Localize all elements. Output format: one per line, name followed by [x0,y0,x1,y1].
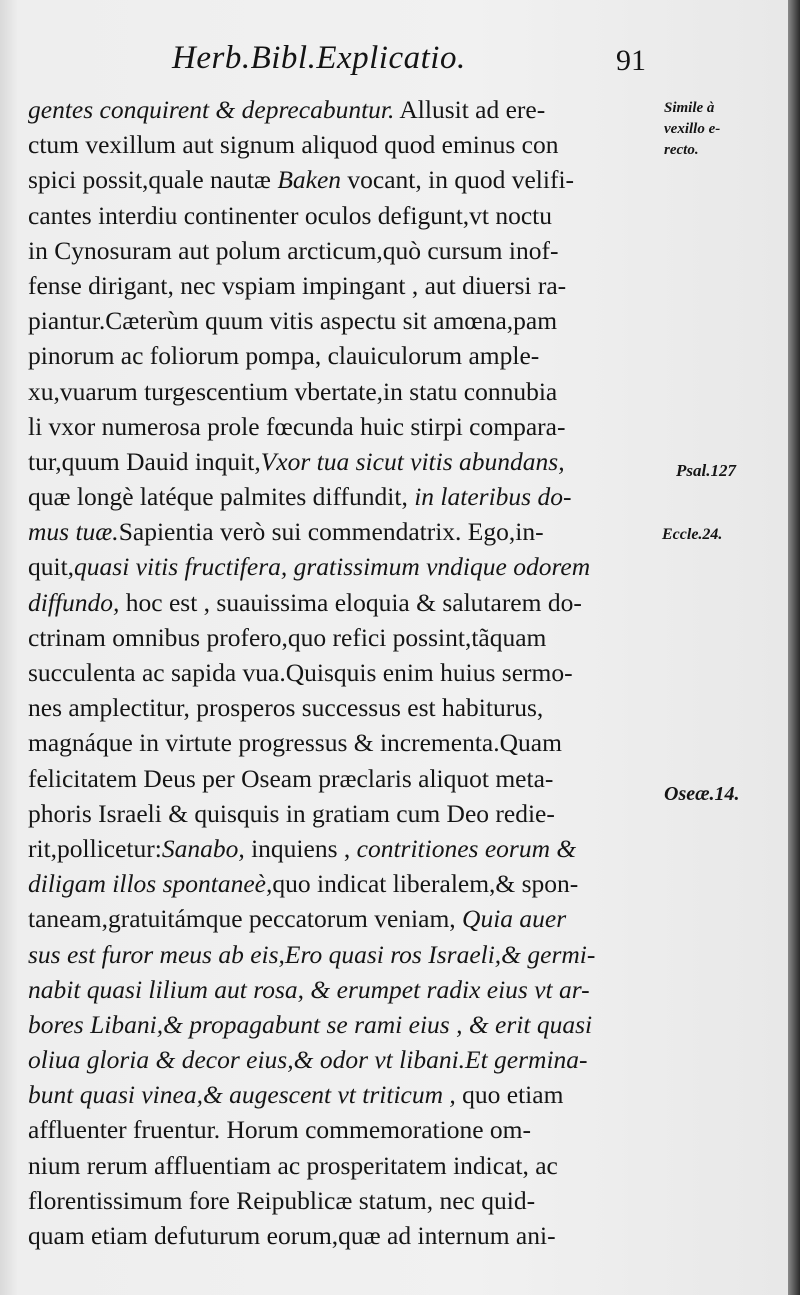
text-line [28,374,656,409]
text-line [28,866,656,901]
text-segment: nium rerum affluentiam ac prosperitatem indicat, ac [28,1150,558,1180]
text-segment: Quia auer [462,904,567,934]
text-segment: ctrinam omnibus profero,quo refici possint,tãquam [28,622,547,652]
text-segment: rit,pollicetur: [28,833,162,863]
text-line [28,233,656,268]
text-line [28,796,656,831]
text-segment: gentes conquirent & deprecabuntur. [28,95,395,124]
text-line [28,162,656,197]
text-line [28,1007,656,1042]
text-segment: contritiones eorum & [356,833,577,863]
text-segment: li vxor numerosa prole fœcunda huic stirpi compara- [28,411,566,441]
text-line [28,761,656,796]
margin-note-simile [664,98,720,161]
text-line [28,972,656,1007]
margin-note-line: Simile à [664,100,715,116]
text-segment: Sanabo, [161,833,245,863]
body-text [28,92,656,1253]
text-line [28,409,656,444]
text-segment: vocant, in quod velifi- [341,165,575,195]
text-line [28,1077,656,1112]
text-segment: in lateribus do- [414,482,572,512]
text-line [28,127,656,162]
text-segment: quo indicat liberalem,& spon- [272,869,579,899]
text-segment: quit, [28,552,75,582]
text-segment: in Cynosuram aut polum arcticum,quò cursum inof- [28,235,559,265]
margin-note-line: recto. [664,142,699,158]
margin-note-psalm: Psal.127 [676,461,736,480]
text-segment: tur,quum Dauid inquit, [28,446,261,476]
text-segment: quam etiam defuturum eorum,quæ ad internum ani- [28,1221,556,1250]
text-segment: sus est furor meus ab eis,Ero quasi ros Israeli,& germi- [28,939,596,969]
margin-note-line: vexillo e- [664,121,721,137]
text-line [28,620,656,655]
text-line [28,549,656,584]
text-segment: inquiens , [244,833,357,863]
text-line [28,268,656,303]
text-line [28,1183,656,1218]
page-number: 91 [616,44,646,77]
text-segment: nes amplectitur, prosperos successus est habiturus, [28,693,544,723]
text-segment: bunt quasi vinea,& augescent vt triticum , [28,1080,456,1110]
text-segment: hoc est , suauissima eloquia & salutarem do- [119,587,582,617]
text-segment: succulenta ac sapida vua.Quisquis enim huius sermo- [28,658,573,687]
text-line [28,1112,656,1147]
text-segment: pinorum ac foliorum pompa, clauiculorum amplе- [28,341,540,371]
text-line [28,585,656,620]
text-line [28,514,656,549]
text-segment: magnáque in virtute progressus & incrementa.Quam [28,728,562,758]
text-segment: Baken [277,165,342,195]
running-head: Herb.Bibl.Explicatio. [172,40,466,76]
text-segment: diligam illos spontaneè, [28,869,273,899]
text-line [28,198,656,233]
text-line [28,1148,656,1183]
text-line [28,937,656,972]
text-segment: florentissimum fore Reipublicæ statum, nec quid- [28,1185,536,1215]
text-segment: quæ longè latéque palmites diffundit, [28,482,415,512]
text-line [28,303,656,338]
text-segment: affluenter fruentur. Horum commemoratione om- [28,1115,531,1145]
text-segment: mus tuæ. [28,517,119,547]
text-segment: felicitatem Deus per Oseam præclaris aliquot meta- [28,763,554,793]
text-segment: xu,vuarum turgescentium vbertate,in statu connubia [28,376,558,406]
text-segment: bores Libani,& propagabunt se rami eius , & erit quasi [28,1009,593,1039]
text-segment: cantes interdiu continenter oculos defigunt,vt noctu [28,200,553,230]
text-segment: phoris Israeli & quisquis in gratiam cum Deo redie- [28,798,555,828]
text-segment: quo etiam [455,1080,564,1110]
text-line [28,1218,656,1253]
text-line [28,831,656,866]
text-line [28,338,656,373]
text-line [28,444,656,479]
text-segment: Vxor tua sicut vitis abundans, [260,446,565,476]
text-segment: Sapientia verò sui commendatrix. Ego,in- [118,517,544,547]
text-segment: fense dirigant, nec vspiam impingant , aut diuersi ra- [28,270,567,300]
text-line [28,690,656,725]
text-segment: ctum vexillum aut signum aliquod quod eminus con [28,130,559,160]
text-line [28,901,656,936]
text-line [28,655,656,690]
text-line [28,92,656,127]
margin-note-hosea: Oseæ.14. [664,783,740,805]
margin-note-ecclesiasticus: Eccle.24. [662,526,723,543]
text-segment: taneam,gratuitámque peccatorum veniam, [28,904,463,934]
text-segment: piantur.Cæterùm quum vitis aspectu sit amœna,pam [28,306,558,336]
text-line [28,479,656,514]
text-segment: Allusit ad ere- [394,95,546,124]
text-line [28,1042,656,1077]
text-segment: diffundo, [28,587,120,617]
text-segment: quasi vitis fructifera, gratissimum vndique odorem [74,552,591,582]
text-segment: oliua gloria & decor eius,& odor vt libani.Et germina- [28,1045,588,1075]
text-segment: nabit quasi lilium aut rosa, & erumpet radix eius vt ar- [28,974,590,1004]
page-edge-shadow [788,0,800,1295]
text-segment: spici possit,quale nautæ [28,165,278,195]
text-line [28,725,656,760]
